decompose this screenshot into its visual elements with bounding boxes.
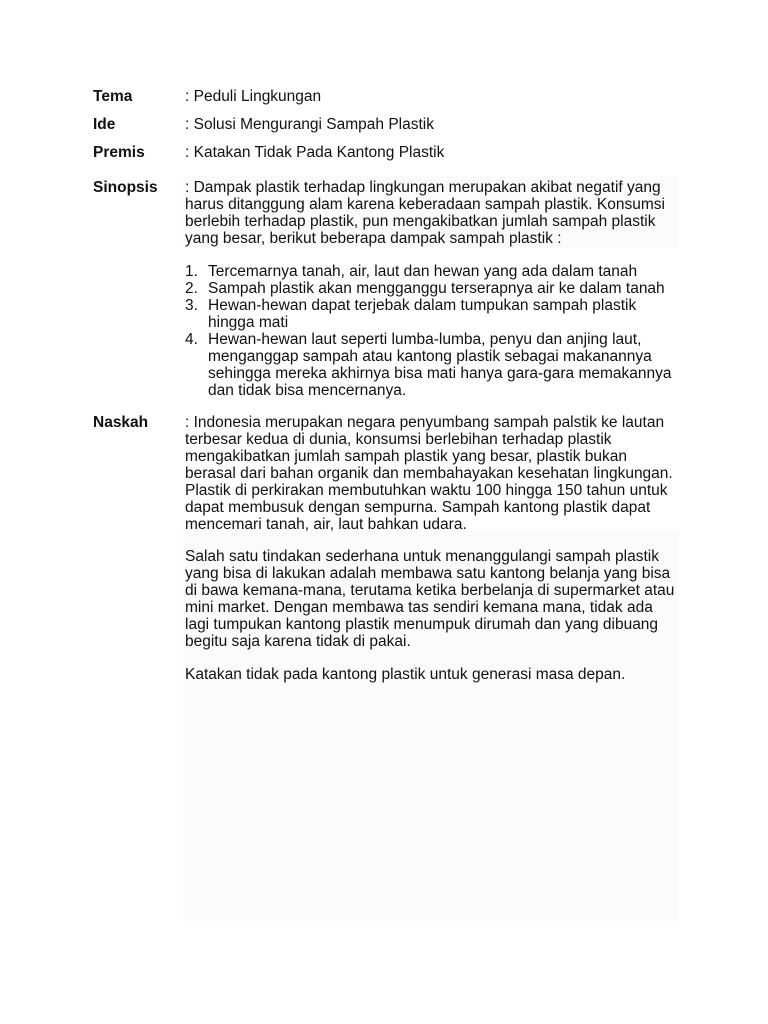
- list-item-line: dan tidak bisa mencernanya.: [208, 382, 407, 399]
- list-item-number: 2.: [185, 280, 198, 297]
- naskah-line: begitu saja karena tidak di pakai.: [185, 633, 411, 650]
- dampak-list: [185, 263, 677, 399]
- naskah-line: terbesar kedua di dunia, konsumsi berlebihan terhadap plastik: [185, 431, 612, 448]
- list-item-number: 1.: [185, 263, 198, 280]
- naskah-line: yang bisa di lakukan adalah membawa satu kantong belanja yang bisa: [185, 565, 671, 582]
- sinopsis-label: Sinopsis: [93, 179, 158, 196]
- list-item-line: Hewan-hewan dapat terjebak dalam tumpukan sampah plastik: [208, 297, 637, 314]
- list-item-line: Tercemarnya tanah, air, laut dan hewan yang ada dalam tanah: [208, 263, 638, 280]
- list-item-line: Hewan-hewan laut seperti lumba-lumba, penyu dan anjing laut,: [208, 331, 642, 348]
- list-item: [185, 331, 677, 399]
- naskah-line: Katakan tidak pada kantong plastik untuk generasi masa depan.: [185, 666, 626, 683]
- list-item-line: hingga mati: [208, 314, 289, 331]
- naskah-line: : Indonesia merupakan negara penyumbang sampah palstik ke lautan: [185, 414, 665, 431]
- sinopsis-line: harus ditanggung alam karena keberadaan sampah plastik. Konsumsi: [185, 196, 665, 213]
- tema-value: : Peduli Lingkungan: [185, 88, 322, 105]
- list-item-line: sehingga mereka akhirnya bisa mati hanya gara-gara memakannya: [208, 365, 672, 382]
- naskah-paragraph-1: [185, 414, 677, 533]
- list-item: [185, 297, 677, 331]
- list-item-number: 4.: [185, 331, 198, 348]
- list-item-line: menganggap sampah atau kantong plastik sebagai makanannya: [208, 348, 652, 365]
- naskah-label: Naskah: [93, 414, 149, 431]
- list-item: [185, 280, 677, 297]
- sinopsis-line: : Dampak plastik terhadap lingkungan merupakan akibat negatif yang: [185, 179, 661, 196]
- premis-value: : Katakan Tidak Pada Kantong Plastik: [185, 144, 445, 161]
- tema-label: Tema: [93, 88, 133, 105]
- ide-label: Ide: [93, 116, 116, 133]
- list-item-number: 3.: [185, 297, 198, 314]
- naskah-paragraph-2: [185, 548, 677, 650]
- naskah-line: mencemari tanah, air, laut bahkan udara.: [185, 516, 467, 533]
- naskah-line: Plastik di perkirakan membutuhkan waktu 100 hingga 150 tahun untuk: [185, 482, 668, 499]
- naskah-line: mini market. Dengan membawa tas sendiri kemana mana, tidak ada: [185, 599, 653, 616]
- sinopsis-line: berlebih terhadap plastik, pun mengakibatkan jumlah sampah plastik: [185, 213, 656, 230]
- naskah-line: dapat membusuk dengan sempurna. Sampah kantong plastik dapat: [185, 499, 651, 516]
- ide-value: : Solusi Mengurangi Sampah Plastik: [185, 116, 434, 133]
- naskah-line: di bawa kemana-mana, terutama ketika berbelanja di supermarket atau: [185, 582, 675, 599]
- list-item-line: Sampah plastik akan mengganggu terserapnya air ke dalam tanah: [208, 280, 665, 297]
- naskah-line: lagi tumpukan kantong plastik menumpuk dirumah dan yang dibuang: [185, 616, 659, 633]
- naskah-line: Salah satu tindakan sederhana untuk menanggulangi sampah plastik: [185, 548, 659, 565]
- naskah-line: mengakibatkan jumlah sampah plastik yang besar, plastik bukan: [185, 448, 628, 465]
- sinopsis-line: yang besar, berikut beberapa dampak sampah plastik :: [185, 230, 562, 247]
- naskah-paragraph-3: [185, 666, 677, 683]
- naskah-line: berasal dari bahan organik dan membahayakan kesehatan lingkungan.: [185, 465, 673, 482]
- sinopsis-text: [185, 179, 677, 247]
- list-item: [185, 263, 677, 280]
- premis-label: Premis: [93, 144, 145, 161]
